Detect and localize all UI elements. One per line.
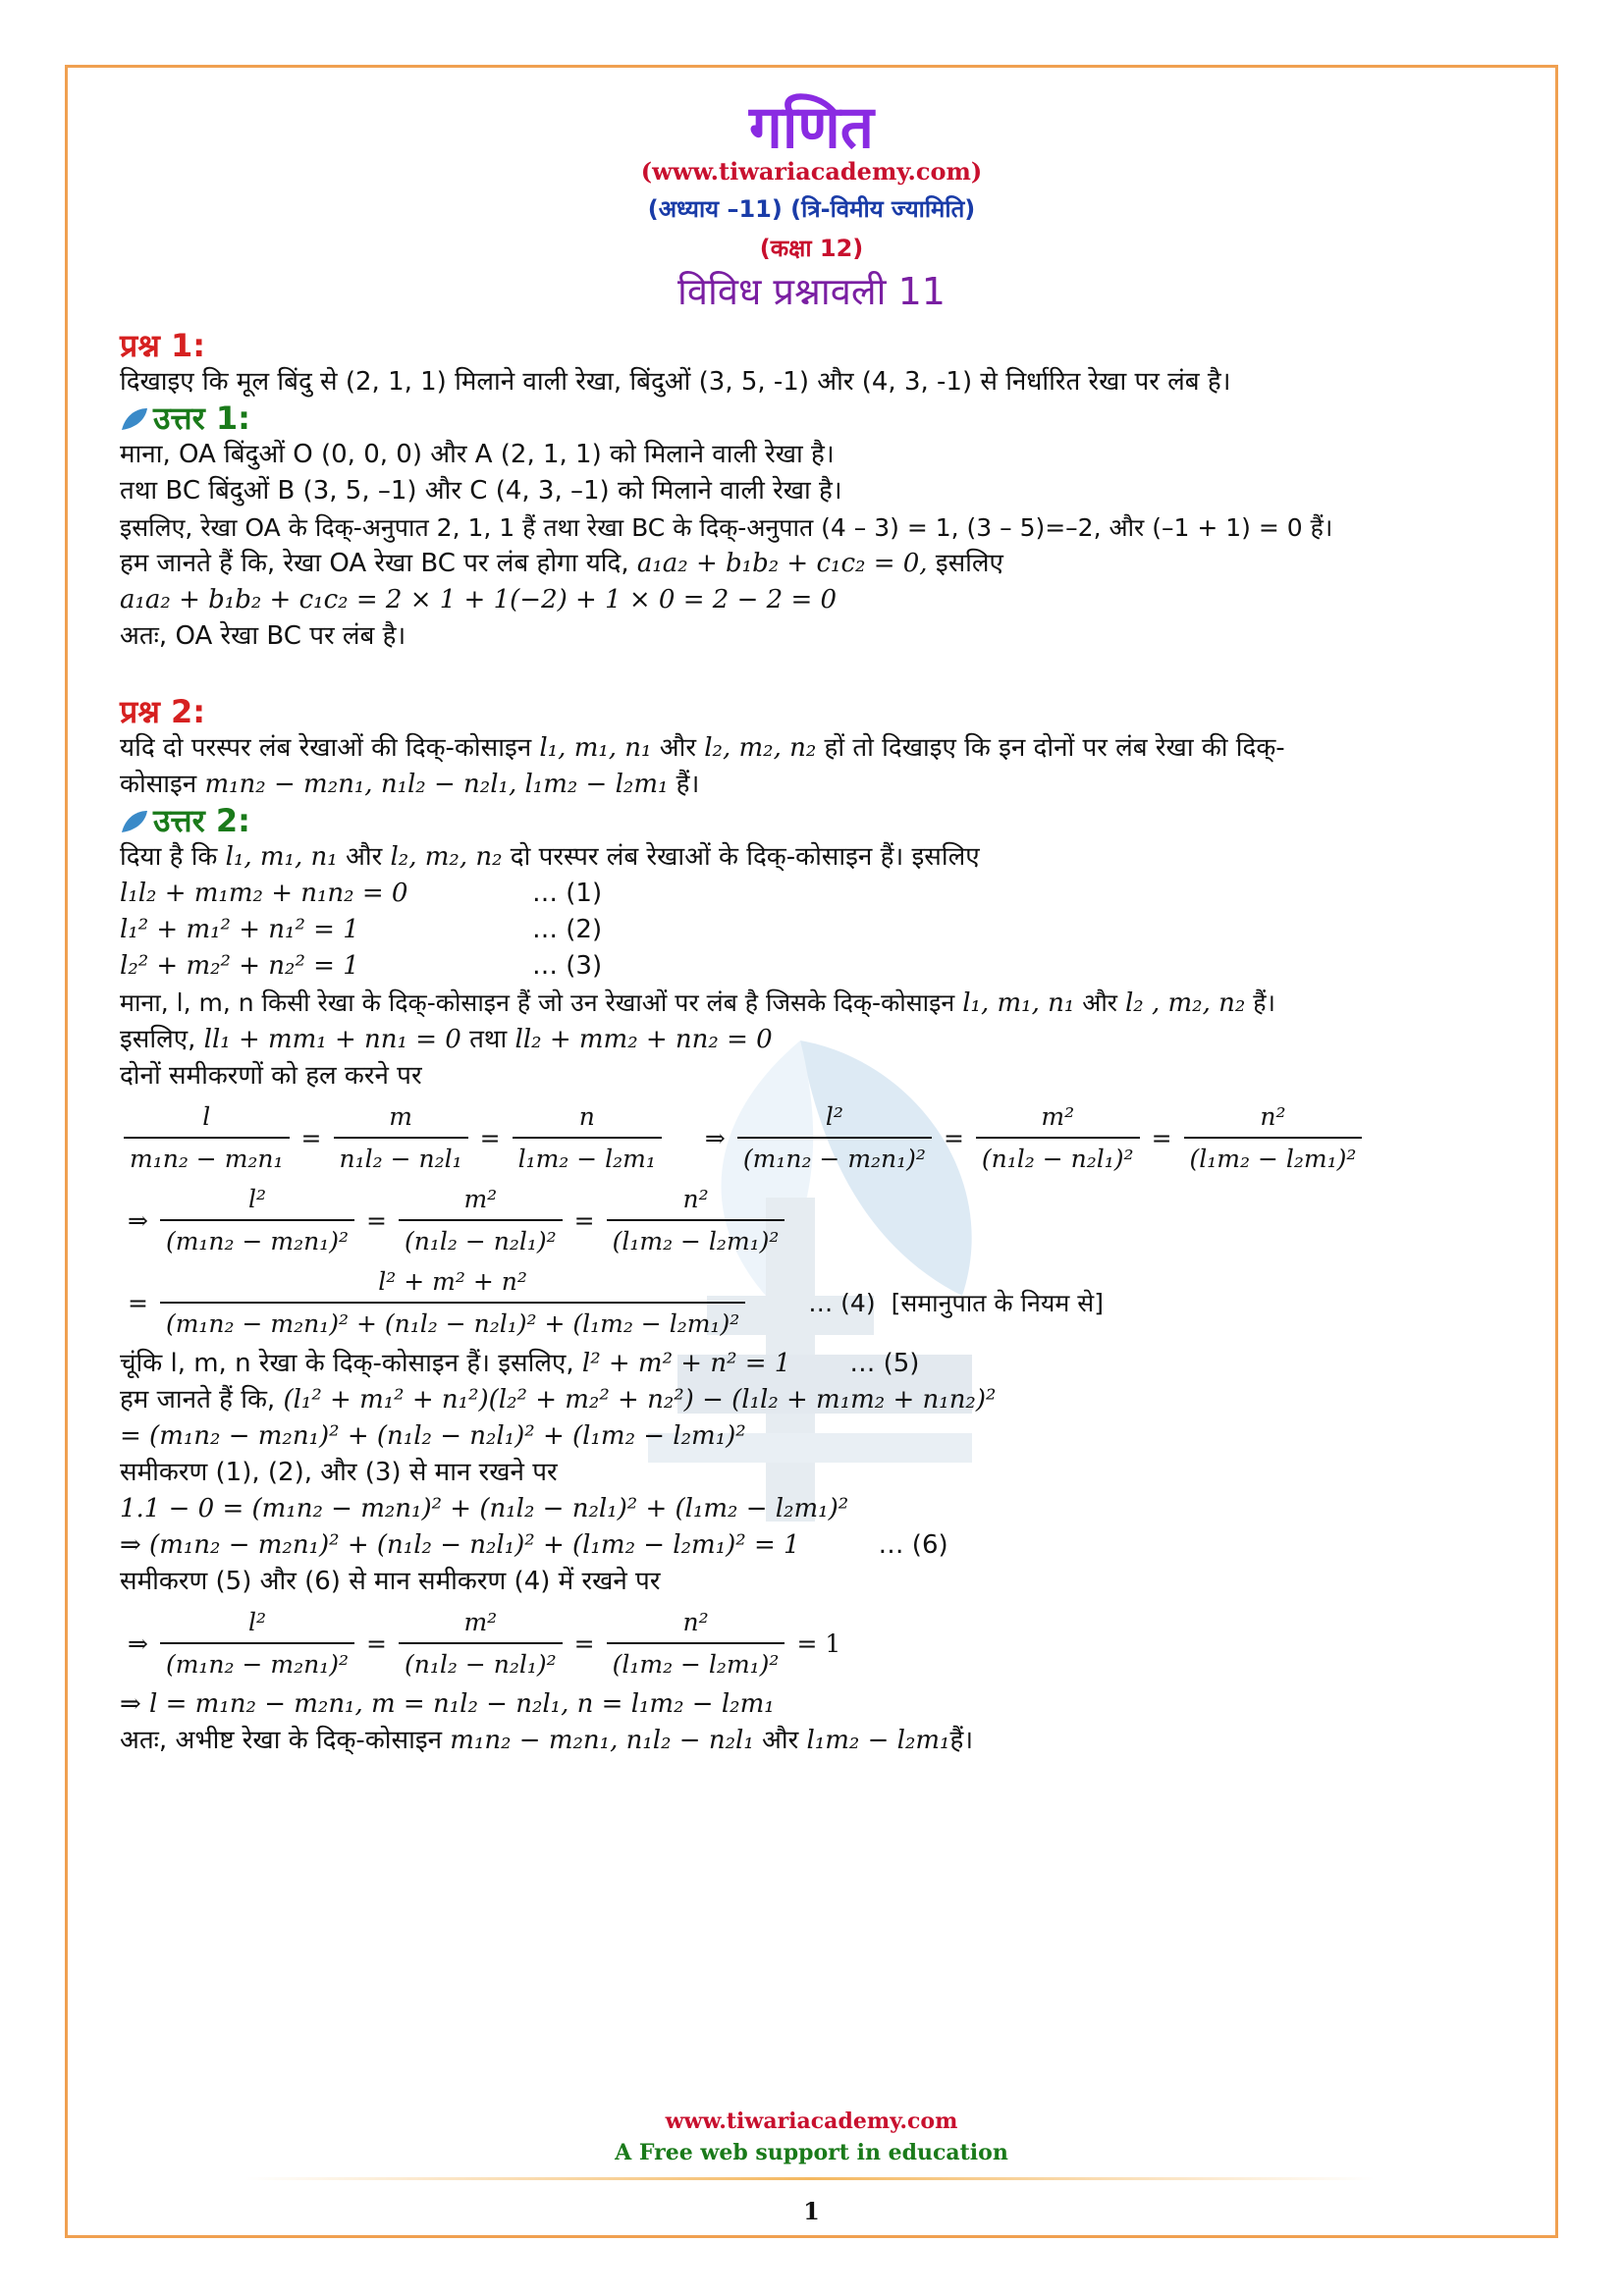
- fraction-denominator: (l₁m₂ − l₂m₁)²: [607, 1642, 785, 1682]
- fraction-numerator: n: [578, 1102, 595, 1131]
- page-number: 1: [803, 2197, 820, 2225]
- fraction-numerator: l²: [825, 1102, 843, 1131]
- a2-math-a: l₁, m₁, n₁: [225, 842, 338, 872]
- answer-1-calculation: a₁a₂ + b₁b₂ + c₁c₂ = 2 × 1 + 1(−2) + 1 × 0 = 2 − 2 = 0: [120, 585, 838, 614]
- a2-math-d: l₂ , m₂, n₂: [1124, 988, 1246, 1018]
- answer-1-line-3: इसलिए, रेखा OA के दिक्-अनुपात 2, 1, 1 हैं तथा रेखा BC के दिक्-अनुपात (4 – 3) = 1, (3 – 5)=–2, और (–1 + 1) = 0 हैं।: [120, 513, 1333, 542]
- equals-sign: =: [479, 1123, 501, 1152]
- answer-2-line-4: दोनों समीकरणों को हल करने पर: [120, 1061, 422, 1091]
- fraction-denominator: n₁l₂ − n₂l₁: [334, 1137, 468, 1177]
- answer-2-line-7: = (m₁n₂ − m₂n₁)² + (n₁l₂ − n₂l₁)² + (l₁m₂ − l₂m₁)²: [120, 1421, 746, 1451]
- footer-website[interactable]: www.tiwariacademy.com: [665, 2109, 958, 2134]
- q2-text-e: हैं।: [668, 770, 700, 799]
- answer-2-line-2: [120, 985, 1514, 1022]
- implies-arrow: ⇒: [128, 1629, 148, 1658]
- footer-tagline: A Free web support in education: [615, 2140, 1008, 2165]
- answer-2-line-12: ⇒ l = m₁n₂ − m₂n₁, m = n₁l₂ − n₂l₁, n = l₁m₂ − l₂m₁: [120, 1689, 775, 1719]
- answer-2-line-3: [120, 1022, 1514, 1058]
- q2-text-b: और: [651, 733, 705, 763]
- equals-sign: =: [796, 1629, 818, 1658]
- equation-2-expr: l₁² + m₁² + n₁² = 1: [120, 915, 359, 944]
- answer-2-line-10: [120, 1527, 1514, 1564]
- a2-math-k: l₁m₂ − l₂m₁: [806, 1726, 950, 1755]
- a2-math-c: l₁, m₁, n₁: [962, 988, 1075, 1018]
- fraction: [976, 1098, 1140, 1177]
- q2-math-c: m₁n₂ − m₂n₁, n₁l₂ − n₂l₁, l₁m₂ − l₂m₁: [204, 770, 669, 799]
- question-2-line-2: [120, 767, 1514, 803]
- a2-math-e: ll₁ + mm₁ + nn₁ = 0: [203, 1025, 461, 1054]
- leaf-icon: [120, 406, 149, 432]
- answer-2-line-5: [120, 1346, 1514, 1382]
- fraction-numerator: l² + m² + n²: [378, 1267, 527, 1296]
- fraction-numerator: m²: [1041, 1102, 1075, 1131]
- fraction-numerator: l²: [247, 1608, 266, 1636]
- a2-text-l: और: [753, 1726, 807, 1755]
- ratio-row-4: [120, 1604, 1514, 1682]
- equals-sign: =: [573, 1629, 595, 1658]
- result-one: 1: [825, 1629, 841, 1658]
- answer-1-conclusion: अतः, OA रेखा BC पर लंब है।: [120, 621, 406, 651]
- fraction-numerator: l: [202, 1102, 211, 1131]
- answer-1-line-4-tail: इसलिए: [927, 549, 1003, 578]
- perpendicular-condition: a₁a₂ + b₁b₂ + c₁c₂ = 0,: [636, 549, 928, 578]
- answer-1-line-2: तथा BC बिंदुओं B (3, 5, –1) और C (4, 3, –1) को मिलाने वाली रेखा है।: [120, 476, 842, 506]
- answer-2-heading: [120, 803, 1514, 839]
- fraction: [160, 1604, 354, 1682]
- fraction: [607, 1604, 785, 1682]
- fraction-denominator: (n₁l₂ − n₂l₁)²: [976, 1137, 1140, 1177]
- implies-arrow: ⇒: [704, 1123, 726, 1152]
- fraction-numerator: m: [389, 1102, 412, 1131]
- equation-3: [120, 948, 1514, 985]
- equation-4-ref: … (4): [808, 1288, 876, 1317]
- subject-title: गणित: [749, 93, 874, 162]
- equals-sign: =: [300, 1123, 322, 1152]
- answer-1-line-1: माना, OA बिंदुओं O (0, 0, 0) और A (2, 1, 1) को मिलाने वाली रेखा है।: [120, 440, 835, 469]
- chapter-title: (अध्याय –11) (त्रि-विमीय ज्यामिति): [647, 195, 976, 223]
- equation-1-ref: … (1): [532, 879, 603, 908]
- equals-sign: =: [1151, 1123, 1172, 1152]
- equation-6-ref: … (6): [878, 1530, 948, 1560]
- fraction-numerator: l²: [247, 1185, 266, 1213]
- equation-2-ref: … (2): [532, 915, 603, 944]
- a2-math-g: l² + m² + n² = 1: [581, 1349, 791, 1378]
- fraction: [737, 1098, 932, 1177]
- answer-1-line-4-text: हम जानते हैं कि, रेखा OA रेखा BC पर लंब होगा यदि,: [120, 549, 637, 578]
- fraction-denominator: (l₁m₂ − l₂m₁)²: [607, 1219, 785, 1259]
- question-2-line-1: [120, 730, 1514, 767]
- a2-text-m: हैं।: [949, 1726, 974, 1755]
- answer-1-label: उत्तर 1:: [153, 400, 250, 437]
- fraction: [124, 1098, 290, 1177]
- equals-sign: =: [366, 1629, 387, 1658]
- fraction-numerator: n²: [682, 1608, 709, 1636]
- answer-2-line-1: [120, 839, 1514, 876]
- fraction: [160, 1263, 745, 1342]
- answer-2-line-11: समीकरण (5) और (6) से मान समीकरण (4) में रखने पर: [120, 1567, 661, 1596]
- equation-5-ref: … (5): [849, 1349, 920, 1378]
- q2-math-b: l₂, m₂, n₂: [704, 733, 817, 763]
- a2-text-j: हम जानते हैं कि,: [120, 1385, 284, 1415]
- answer-1-heading: [120, 400, 1514, 437]
- equation-3-ref: … (3): [532, 951, 603, 981]
- a2-text-k: अतः, अभीष्ट रेखा के दिक्-कोसाइन: [120, 1726, 451, 1755]
- fraction-denominator: (l₁m₂ − l₂m₁)²: [1184, 1137, 1363, 1177]
- a2-text-g: इसलिए,: [120, 1025, 204, 1054]
- fraction-denominator: m₁n₂ − m₂n₁: [124, 1137, 290, 1177]
- answer-2-label: उत्तर 2:: [153, 802, 250, 839]
- a2-math-f: ll₂ + mm₂ + nn₂ = 0: [514, 1025, 773, 1054]
- a2-text-d: माना, l, m, n किसी रेखा के दिक्-कोसाइन हैं जो उन रेखाओं पर लंब है जिसके दिक्-कोसाइन: [120, 988, 963, 1017]
- answer-2-line-6: [120, 1382, 1514, 1418]
- equation-1-expr: l₁l₂ + m₁m₂ + n₁n₂ = 0: [120, 879, 408, 908]
- a2-text-c: दो परस्पर लंब रेखाओं के दिक्-कोसाइन हैं। इसलिए: [502, 842, 980, 872]
- a2-math-b: l₂, m₂, n₂: [390, 842, 503, 872]
- equation-1: [120, 876, 1514, 912]
- fraction-numerator: n²: [1260, 1102, 1286, 1131]
- q2-text-a: यदि दो परस्पर लंब रेखाओं की दिक्-कोसाइन: [120, 733, 540, 763]
- header-website[interactable]: (www.tiwariacademy.com): [640, 157, 983, 186]
- a2-text-h: तथा: [460, 1025, 515, 1054]
- a2-text-f: हैं।: [1245, 988, 1275, 1017]
- fraction-denominator: (m₁n₂ − m₂n₁)² + (n₁l₂ − n₂l₁)² + (l₁m₂ − l₂m₁)²: [160, 1302, 745, 1342]
- answer-2-conclusion: [120, 1723, 1514, 1759]
- fraction: [513, 1098, 662, 1177]
- fraction-denominator: (n₁l₂ − n₂l₁)²: [399, 1219, 563, 1259]
- fraction-denominator: (m₁n₂ − m₂n₁)²: [737, 1137, 932, 1177]
- equals-sign: =: [943, 1123, 964, 1152]
- ratio-row-1: [120, 1098, 1514, 1177]
- fraction-denominator: (n₁l₂ − n₂l₁)²: [399, 1642, 563, 1682]
- leaf-icon: [120, 809, 149, 834]
- exercise-title: विविध प्रश्नावली 11: [677, 270, 946, 313]
- answer-1-line-4: [120, 546, 1514, 582]
- fraction: [607, 1181, 785, 1259]
- fraction-denominator: (m₁n₂ − m₂n₁)²: [160, 1219, 354, 1259]
- fraction-numerator: m²: [463, 1185, 498, 1213]
- equals-sign: =: [366, 1205, 387, 1235]
- q2-text-d: कोसाइन: [120, 770, 205, 799]
- fraction: [399, 1181, 563, 1259]
- page-content: [120, 324, 1514, 1759]
- equals-sign: =: [128, 1288, 148, 1317]
- a2-math-h: (l₁² + m₁² + n₁²)(l₂² + m₂² + n₂²) − (l₁l₂ + m₁m₂ + n₁n₂)²: [283, 1385, 997, 1415]
- a2-math-i: ⇒ (m₁n₂ − m₂n₁)² + (n₁l₂ − n₂l₁)² + (l₁m₂ − l₂m₁)² = 1: [120, 1530, 800, 1560]
- fraction-denominator: (m₁n₂ − m₂n₁)²: [160, 1642, 354, 1682]
- question-1-text: दिखाइए कि मूल बिंदु से (2, 1, 1) मिलाने वाली रेखा, बिंदुओं (3, 5, -1) और (4, 3, -1) से निर्धारित रेखा पर लंब है।: [120, 367, 1231, 397]
- equation-3-expr: l₂² + m₂² + n₂² = 1: [120, 951, 359, 981]
- fraction: [399, 1604, 563, 1682]
- implies-arrow: ⇒: [128, 1205, 148, 1235]
- q2-math-a: l₁, m₁, n₁: [539, 733, 652, 763]
- fraction-denominator: l₁m₂ − l₂m₁: [513, 1137, 662, 1177]
- a2-text-e: और: [1074, 988, 1125, 1017]
- ratio-row-2: [120, 1181, 1514, 1259]
- question-1-heading: प्रश्न 1:: [120, 327, 206, 364]
- ratio-row-3: [120, 1263, 1514, 1342]
- footer-divider: [245, 2177, 1375, 2180]
- a2-text-a: दिया है कि: [120, 842, 226, 872]
- class-label: (कक्षा 12): [759, 235, 864, 262]
- answer-2-line-8: समीकरण (1), (2), और (3) से मान रखने पर: [120, 1458, 558, 1487]
- a2-text-i: चूंकि l, m, n रेखा के दिक्-कोसाइन हैं। इसलिए,: [120, 1349, 582, 1378]
- fraction: [160, 1181, 354, 1259]
- fraction-numerator: m²: [463, 1608, 498, 1636]
- equals-sign: =: [573, 1205, 595, 1235]
- equation-2: [120, 912, 1514, 948]
- answer-2-line-9: 1.1 − 0 = (m₁n₂ − m₂n₁)² + (n₁l₂ − n₂l₁)² + (l₁m₂ − l₂m₁)²: [120, 1494, 849, 1523]
- a2-math-j: m₁n₂ − m₂n₁, n₁l₂ − n₂l₁: [450, 1726, 754, 1755]
- question-2-heading: प्रश्न 2:: [120, 693, 206, 730]
- fraction-numerator: n²: [682, 1185, 709, 1213]
- fraction: [334, 1098, 468, 1177]
- fraction: [1184, 1098, 1363, 1177]
- a2-text-b: और: [337, 842, 391, 872]
- q2-text-c: हों तो दिखाइए कि इन दोनों पर लंब रेखा की दिक्-: [816, 733, 1285, 763]
- proportion-rule-note: [समानुपात के नियम से]: [891, 1288, 1104, 1317]
